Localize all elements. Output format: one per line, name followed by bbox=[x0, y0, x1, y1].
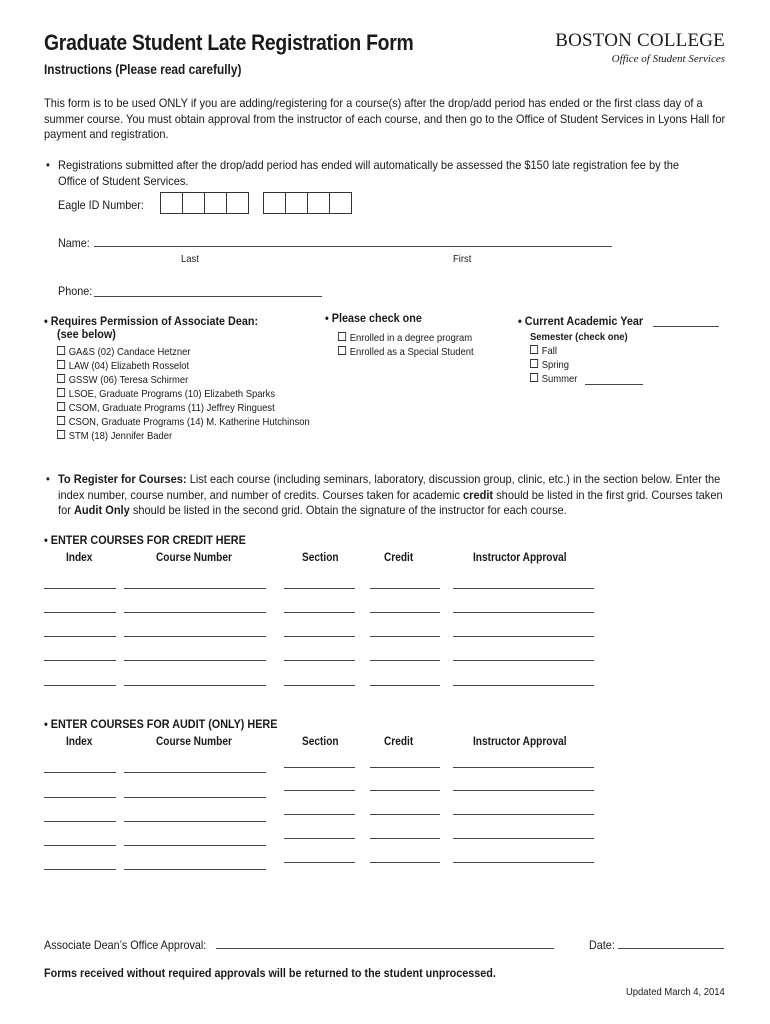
grid-entry-line[interactable] bbox=[370, 838, 440, 839]
option-degree-label: Enrolled in a degree program bbox=[349, 332, 473, 344]
grid-entry-line[interactable] bbox=[124, 845, 266, 846]
school-option[interactable] bbox=[57, 359, 310, 373]
academic-year-heading-text: Current Academic Year bbox=[524, 314, 644, 328]
name-field[interactable] bbox=[94, 246, 612, 247]
grid-entry-line[interactable] bbox=[124, 660, 266, 661]
school-option-label: STM (18) Jennifer Bader bbox=[68, 430, 173, 442]
grid-entry-line[interactable] bbox=[370, 660, 440, 661]
date-label: Date: bbox=[589, 938, 615, 952]
grid-entry-line[interactable] bbox=[453, 767, 594, 768]
intro-paragraph: This form is to be used ONLY if you are adding/registering for a course(s) after the drop/add period has ended or the first class day of a summer course. You must obtain approval from the instructor of each course, and then go to the Office of Student Services in Lyons Hall for payment and registration. bbox=[44, 96, 726, 141]
grid-entry-line[interactable] bbox=[44, 660, 116, 661]
check-one-heading: • Please check one bbox=[325, 311, 422, 325]
academic-year-field[interactable] bbox=[653, 326, 719, 327]
grid-entry-line[interactable] bbox=[124, 636, 266, 637]
checkbox-icon[interactable] bbox=[57, 346, 65, 355]
grid-entry-line[interactable] bbox=[284, 636, 355, 637]
grid-entry-line[interactable] bbox=[370, 685, 440, 686]
register-text1: List each course (including seminars, laboratory, discussion group, clinic, etc.) in the section below. Enter the index number, course number, and number of credits. Courses taken for academic bbox=[58, 472, 721, 502]
grid-entry-line[interactable] bbox=[284, 790, 355, 791]
grid-entry-line[interactable] bbox=[284, 767, 355, 768]
credit-grid-heading-text: ENTER COURSES FOR CREDIT HERE bbox=[50, 533, 246, 547]
last-name-caption: Last bbox=[181, 253, 199, 265]
school-option[interactable] bbox=[57, 373, 310, 387]
grid-entry-line[interactable] bbox=[370, 814, 440, 815]
semester-spring[interactable] bbox=[530, 359, 569, 371]
date-field[interactable] bbox=[618, 948, 724, 949]
dean-heading-line1: Requires Permission of Associate Dean: bbox=[50, 314, 259, 328]
register-text2: should be listed in the first grid. Courses taken for bbox=[58, 487, 723, 517]
school-option[interactable] bbox=[57, 345, 310, 359]
school-option-label: LSOE, Graduate Programs (10) Elizabeth Sparks bbox=[68, 388, 276, 400]
grid-entry-line[interactable] bbox=[370, 636, 440, 637]
option-degree-program[interactable] bbox=[338, 332, 472, 344]
grid-entry-line[interactable] bbox=[44, 797, 116, 798]
checkbox-icon[interactable] bbox=[530, 373, 538, 382]
institution-logo bbox=[555, 30, 725, 65]
grid-entry-line[interactable] bbox=[453, 685, 594, 686]
summer-year-field[interactable] bbox=[585, 384, 643, 385]
dean-heading: • Requires Permission of Associate Dean: bbox=[44, 314, 259, 328]
grid-entry-line[interactable] bbox=[453, 862, 594, 863]
grid-entry-line[interactable] bbox=[284, 660, 355, 661]
grid-entry-line[interactable] bbox=[453, 660, 594, 661]
grid-entry-line[interactable] bbox=[44, 772, 116, 773]
credit-grid-heading: • ENTER COURSES FOR CREDIT HERE bbox=[44, 533, 246, 547]
register-text3: should be listed in the second grid. Obtain the signature of the instructor for each course. bbox=[129, 503, 567, 517]
checkbox-icon[interactable] bbox=[338, 332, 346, 341]
grid-entry-line[interactable] bbox=[44, 821, 116, 822]
grid-entry-line[interactable] bbox=[453, 838, 594, 839]
school-option[interactable] bbox=[57, 415, 310, 429]
audit-grid-heading-text: ENTER COURSES FOR AUDIT (ONLY) HERE bbox=[50, 717, 278, 731]
credit-col-credit: Credit bbox=[384, 552, 414, 564]
grid-entry-line[interactable] bbox=[44, 612, 116, 613]
grid-entry-line[interactable] bbox=[453, 636, 594, 637]
grid-entry-line[interactable] bbox=[44, 845, 116, 846]
option-special-student[interactable] bbox=[338, 346, 474, 358]
grid-entry-line[interactable] bbox=[124, 588, 266, 589]
grid-entry-line[interactable] bbox=[124, 612, 266, 613]
grid-entry-line[interactable] bbox=[284, 685, 355, 686]
register-lead: To Register for Courses: bbox=[58, 472, 187, 486]
grid-entry-line[interactable] bbox=[453, 612, 594, 613]
grid-entry-line[interactable] bbox=[370, 767, 440, 768]
grid-entry-line[interactable] bbox=[124, 869, 266, 870]
checkbox-icon[interactable] bbox=[57, 374, 65, 383]
audit-col-approval: Instructor Approval bbox=[473, 736, 567, 748]
grid-entry-line[interactable] bbox=[284, 588, 355, 589]
grid-entry-line[interactable] bbox=[284, 862, 355, 863]
credit-col-course: Course Number bbox=[156, 552, 232, 564]
grid-entry-line[interactable] bbox=[453, 790, 594, 791]
checkbox-icon[interactable] bbox=[57, 402, 65, 411]
instructions-heading: Instructions (Please read carefully) bbox=[44, 62, 242, 77]
credit-word: credit bbox=[463, 487, 494, 502]
audit-word: Audit Only bbox=[73, 503, 130, 517]
eagle-id-boxes-2[interactable] bbox=[263, 192, 352, 214]
grid-entry-line[interactable] bbox=[284, 612, 355, 613]
school-option[interactable] bbox=[57, 429, 310, 443]
school-option[interactable] bbox=[57, 387, 310, 401]
grid-entry-line[interactable] bbox=[124, 772, 266, 773]
phone-field[interactable] bbox=[94, 296, 322, 297]
grid-entry-line[interactable] bbox=[44, 869, 116, 870]
grid-entry-line[interactable] bbox=[284, 814, 355, 815]
semester-spring-label: Spring bbox=[541, 359, 570, 371]
school-option[interactable] bbox=[57, 401, 310, 415]
semester-fall[interactable] bbox=[530, 345, 557, 357]
school-option-label: GSSW (06) Teresa Schirmer bbox=[68, 374, 189, 386]
audit-col-course: Course Number bbox=[156, 736, 232, 748]
audit-col-credit: Credit bbox=[384, 736, 414, 748]
checkbox-icon[interactable] bbox=[530, 359, 538, 368]
phone-label: Phone: bbox=[58, 284, 93, 298]
checkbox-icon[interactable] bbox=[338, 346, 346, 355]
grid-entry-line[interactable] bbox=[284, 838, 355, 839]
checkbox-icon[interactable] bbox=[57, 416, 65, 425]
approval-signature-field[interactable] bbox=[216, 948, 554, 949]
fee-note: • Registrations submitted after the drop/add period has ended will automatically be assessed the $150 late registration fee by the Office of Student Services. bbox=[58, 158, 693, 189]
name-label: Name: bbox=[58, 236, 90, 250]
warning-note: Forms received without required approvals will be returned to the student unprocessed. bbox=[44, 966, 496, 980]
eagle-id-label: Eagle ID Number: bbox=[58, 198, 144, 212]
grid-entry-line[interactable] bbox=[370, 790, 440, 791]
grid-entry-line[interactable] bbox=[124, 685, 266, 686]
grid-entry-line[interactable] bbox=[453, 814, 594, 815]
school-option-label: CSOM, Graduate Programs (11) Jeffrey Ringuest bbox=[68, 402, 275, 414]
audit-grid-heading: • ENTER COURSES FOR AUDIT (ONLY) HERE bbox=[44, 717, 278, 731]
grid-entry-line[interactable] bbox=[370, 588, 440, 589]
semester-fall-label: Fall bbox=[541, 345, 557, 357]
semester-summer[interactable] bbox=[530, 373, 577, 385]
credit-col-section: Section bbox=[302, 552, 339, 564]
grid-entry-line[interactable] bbox=[44, 636, 116, 637]
semester-heading: Semester (check one) bbox=[530, 331, 628, 343]
logo-sub-text: Office of Student Services bbox=[611, 53, 725, 65]
dean-heading-line2: (see below) bbox=[57, 327, 116, 341]
grid-entry-line[interactable] bbox=[44, 588, 116, 589]
checkbox-icon[interactable] bbox=[530, 345, 538, 354]
grid-entry-line[interactable] bbox=[124, 821, 266, 822]
credit-col-approval: Instructor Approval bbox=[473, 552, 567, 564]
grid-entry-line[interactable] bbox=[453, 588, 594, 589]
checkbox-icon[interactable] bbox=[57, 430, 65, 439]
academic-year-heading: • Current Academic Year bbox=[518, 314, 644, 328]
grid-entry-line[interactable] bbox=[370, 612, 440, 613]
first-name-caption: First bbox=[453, 253, 472, 265]
logo-main-text: BOSTON COLLEGE bbox=[555, 30, 725, 51]
form-title: Graduate Student Late Registration Form bbox=[44, 30, 414, 55]
register-instructions bbox=[58, 472, 734, 519]
updated-date: Updated March 4, 2014 bbox=[626, 986, 725, 998]
option-special-label: Enrolled as a Special Student bbox=[349, 346, 474, 358]
checkbox-icon[interactable] bbox=[57, 360, 65, 369]
school-list bbox=[57, 345, 338, 443]
grid-entry-line[interactable] bbox=[44, 685, 116, 686]
grid-entry-line[interactable] bbox=[124, 797, 266, 798]
audit-col-index: Index bbox=[66, 736, 93, 748]
grid-entry-line[interactable] bbox=[370, 862, 440, 863]
school-option-label: CSON, Graduate Programs (14) M. Katherine Hutchinson bbox=[68, 416, 310, 428]
approval-label: Associate Dean’s Office Approval: bbox=[44, 938, 207, 952]
school-option-label: LAW (04) Elizabeth Rosselot bbox=[68, 360, 190, 372]
checkbox-icon[interactable] bbox=[57, 388, 65, 397]
eagle-id-boxes-1[interactable] bbox=[160, 192, 249, 214]
semester-summer-label: Summer bbox=[541, 373, 578, 385]
credit-col-index: Index bbox=[66, 552, 93, 564]
audit-col-section: Section bbox=[302, 736, 339, 748]
school-option-label: GA&S (02) Candace Hetzner bbox=[68, 346, 191, 358]
check-one-heading-text: Please check one bbox=[331, 311, 422, 325]
